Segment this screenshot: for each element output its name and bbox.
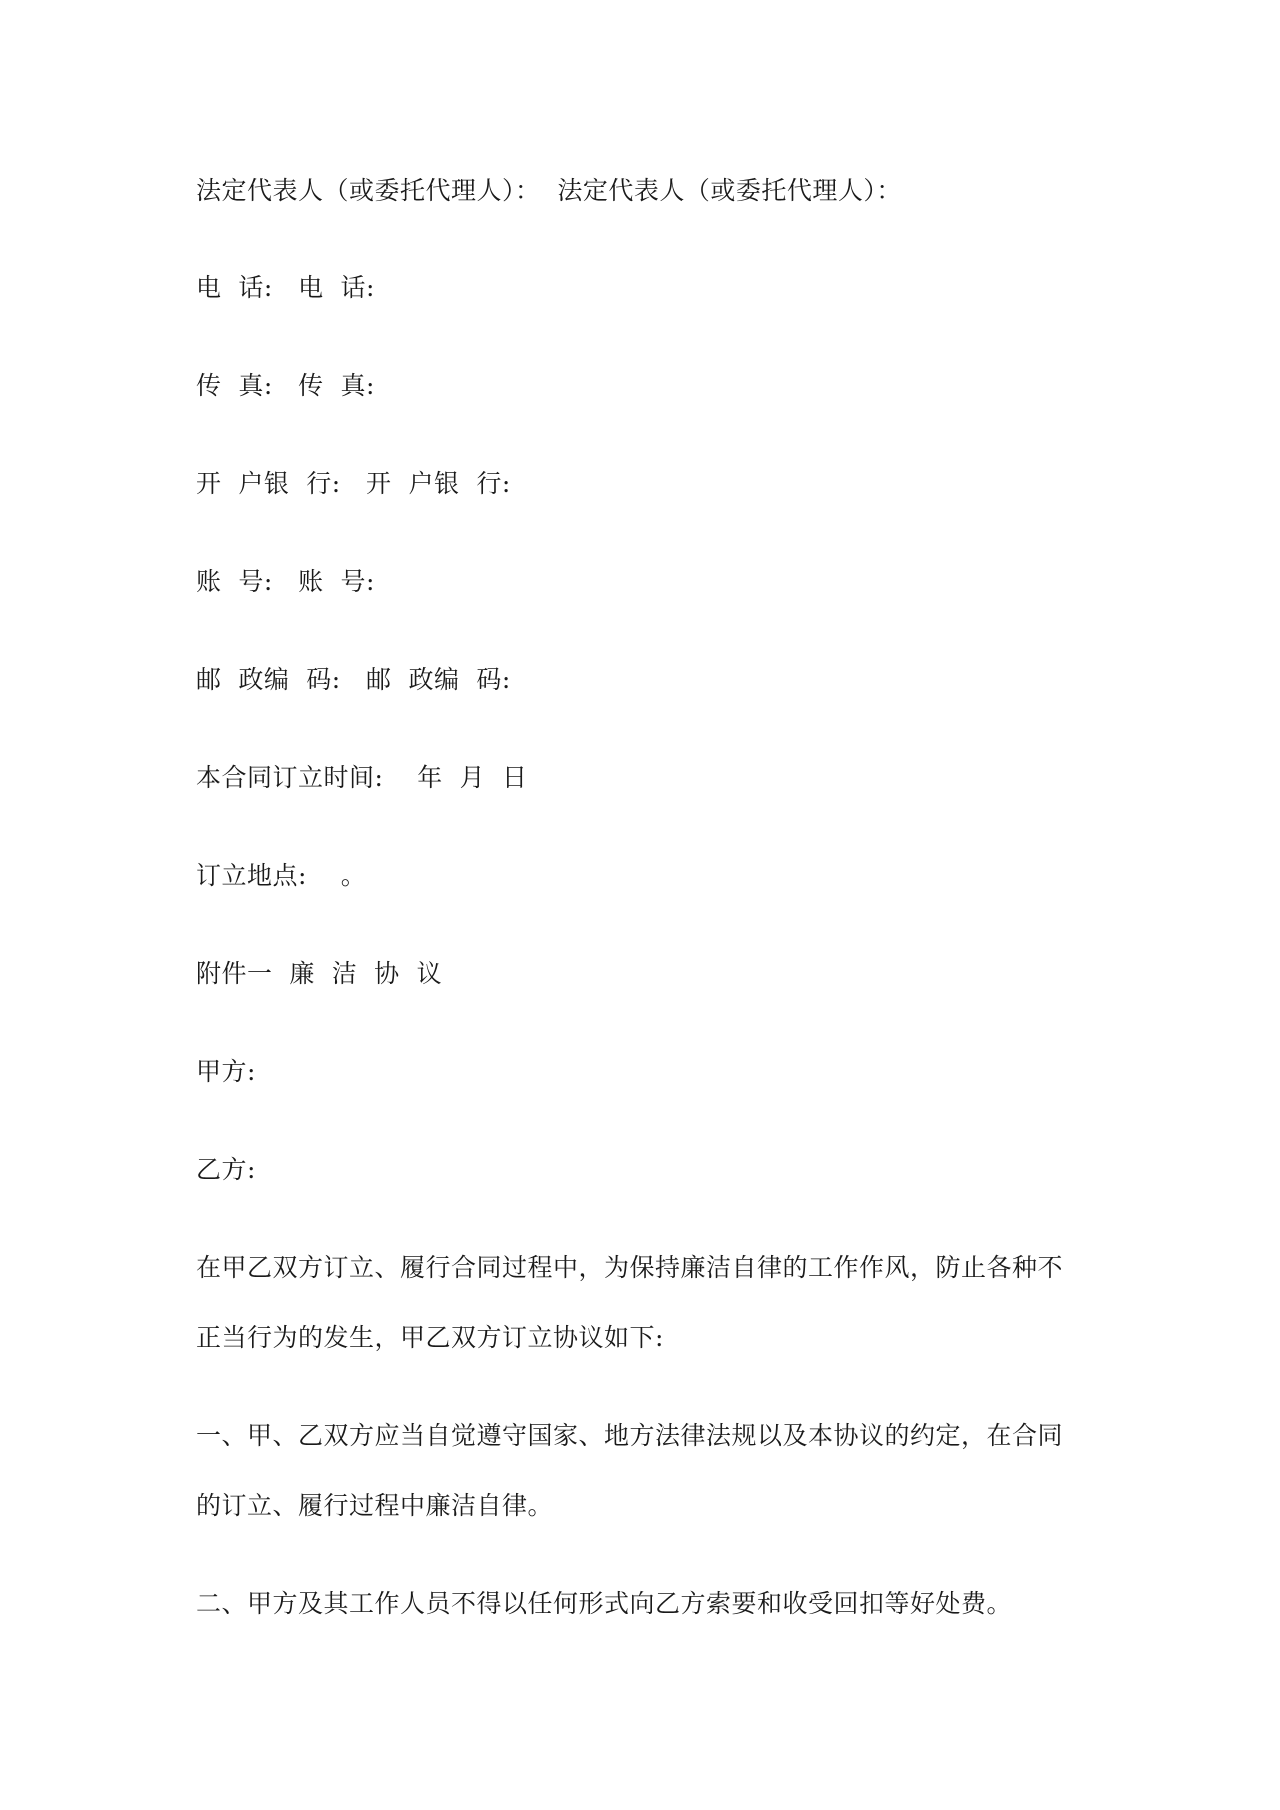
legal-representative-line: 法定代表人（或委托代理人）： 法定代表人（或委托代理人）： xyxy=(196,176,902,205)
account-line: 账 号: 账 号: xyxy=(196,567,375,596)
postal-code-line: 邮 政编 码: 邮 政编 码: xyxy=(196,665,511,694)
clause-two-line: 二、甲方及其工作人员不得以任何形式向乙方索要和收受回扣等好处费。 xyxy=(196,1589,1013,1618)
intro-paragraph-line-1: 在甲乙双方订立、履行合同过程中，为保持廉洁自律的工作作风，防止各种不 xyxy=(196,1253,1064,1282)
party-b-line: 乙方: xyxy=(196,1155,256,1184)
intro-paragraph-line-2: 正当行为的发生，甲乙双方订立协议如下: xyxy=(196,1323,664,1352)
contract-place-line: 订立地点: 。 xyxy=(196,861,367,890)
bank-line: 开 户银 行: 开 户银 行: xyxy=(196,469,511,498)
phone-line: 电 话: 电 话: xyxy=(196,273,375,302)
contract-date-line: 本合同订立时间: 年 月 日 xyxy=(196,763,528,792)
clause-one-line-2: 的订立、履行过程中廉洁自律。 xyxy=(196,1491,554,1520)
clause-one-line-1: 一、甲、乙双方应当自觉遵守国家、地方法律法规以及本协议的约定，在合同 xyxy=(196,1421,1064,1450)
fax-line: 传 真: 传 真: xyxy=(196,371,375,400)
party-a-line: 甲方: xyxy=(196,1057,256,1086)
appendix-title: 附件一 廉 洁 协 议 xyxy=(196,959,443,988)
